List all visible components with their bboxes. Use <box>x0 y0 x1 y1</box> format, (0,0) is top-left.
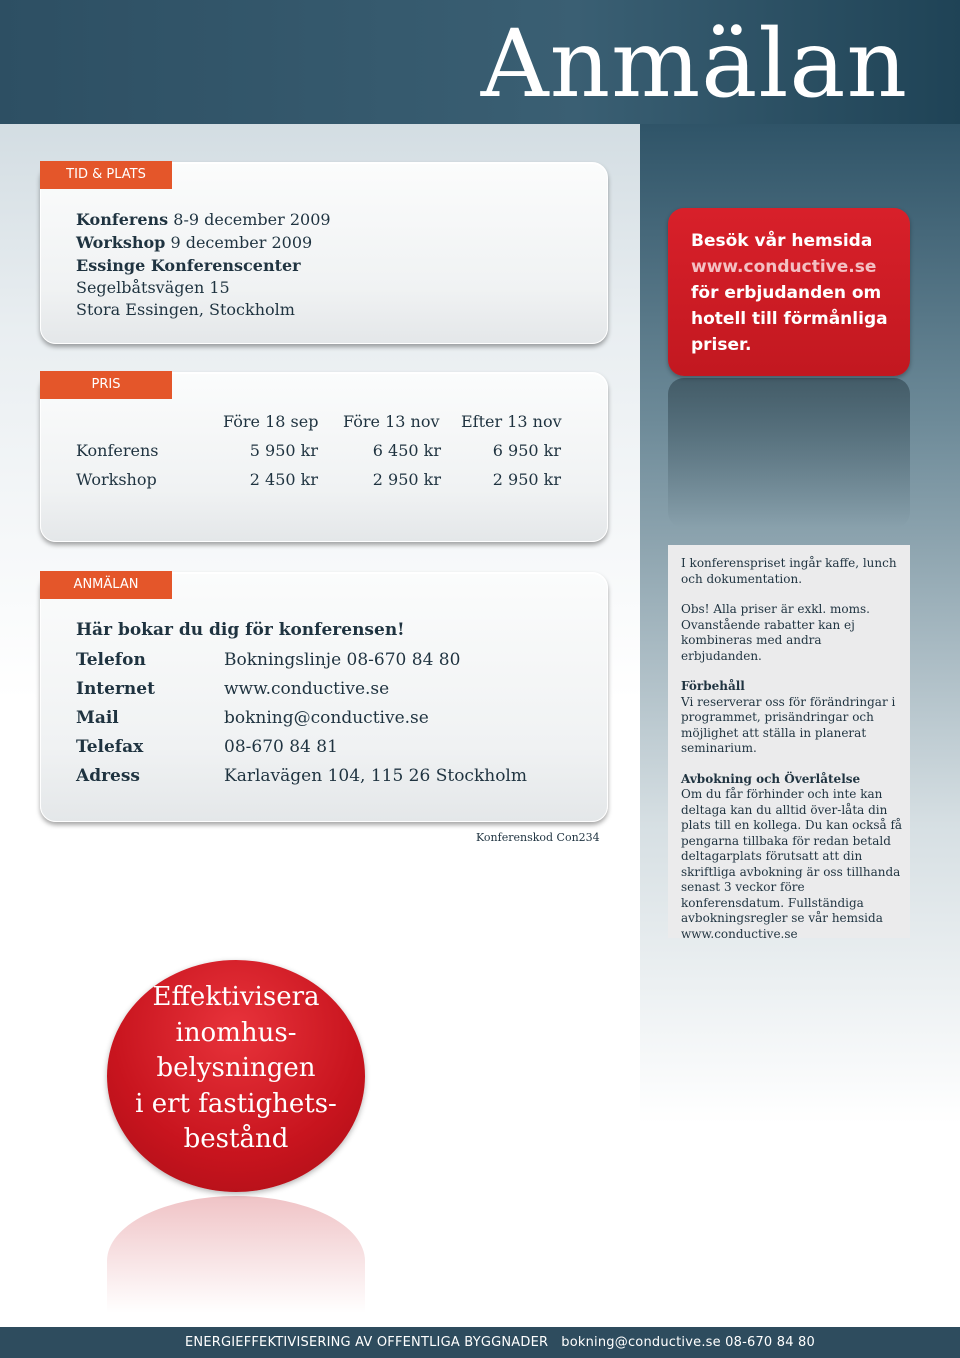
avbokning-heading: Avbokning och Överlåtelse <box>681 771 861 786</box>
contact-value-telefon: Bokningslinje 08-670 84 80 <box>224 650 461 670</box>
konferenskod: Konferenskod Con234 <box>476 831 600 844</box>
promo-line: hotell till förmånliga <box>691 309 888 329</box>
contact-value-internet[interactable]: www.conductive.se <box>224 679 390 699</box>
workshop-date: 9 december 2009 <box>170 233 313 252</box>
promo-text <box>691 228 901 358</box>
promo-line: Besök vår hemsida <box>691 231 873 251</box>
info-paragraph <box>681 602 903 664</box>
workshop-label: Workshop <box>76 233 166 252</box>
footer-text <box>185 1327 815 1358</box>
badge-line: bestånd <box>183 1124 289 1154</box>
footer-title: ENERGIEFFEKTIVISERING AV OFFENTLIGA BYGGNADER <box>185 1335 549 1350</box>
pris-col-header: Före 13 nov <box>343 412 440 431</box>
info-text <box>681 556 903 957</box>
contact-value-mail[interactable]: bokning@conductive.se <box>224 708 429 728</box>
konferens-date: 8-9 december 2009 <box>173 210 331 229</box>
venue-name: Essinge Konferenscenter <box>76 256 301 275</box>
pris-row-label: Konferens <box>76 441 159 460</box>
promo-reflection <box>668 378 910 528</box>
pris-cell: 2 950 kr <box>492 470 561 489</box>
footer-contact[interactable]: bokning@conductive.se 08-670 84 80 <box>561 1335 815 1350</box>
pris-cell: 6 950 kr <box>492 441 561 460</box>
badge-line: belysningen <box>156 1053 316 1083</box>
contact-label-internet: Internet <box>76 679 155 699</box>
info-paragraph <box>681 679 903 757</box>
badge-line: i ert fastighets- <box>135 1088 337 1119</box>
contact-label-telefon: Telefon <box>76 650 146 670</box>
promo-line: priser. <box>691 335 752 355</box>
badge-line: Effektivisera <box>152 982 320 1012</box>
badge-text <box>107 980 365 1158</box>
forbehall-text: Vi reserverar oss för förändringar i programmet, prisändringar och möjlighet att ställa in planerat seminarium. <box>681 694 896 755</box>
tid-plats-tab: TID & PLATS <box>40 161 172 189</box>
contact-value-adress: Karlavägen 104, 115 26 Stockholm <box>224 766 527 786</box>
contact-label-telefax: Telefax <box>76 737 144 757</box>
info-rabatt: Ovanstående rabatter kan ej kombineras med andra erbjudanden. <box>681 617 855 663</box>
forbehall-heading: Förbehåll <box>681 679 745 693</box>
pris-cell: 6 450 kr <box>372 441 441 460</box>
pris-cell: 2 950 kr <box>372 470 441 489</box>
venue-street: Segelbåtsvägen 15 <box>76 278 230 297</box>
pris-tab: PRIS <box>40 371 172 399</box>
page-title: Anmälan <box>480 10 908 119</box>
pris-row-label: Workshop <box>76 470 157 489</box>
info-paragraph: I konferenspriset ingår kaffe, lunch och dokumentation. <box>681 556 897 586</box>
tid-konferens-line <box>76 209 331 231</box>
contact-label-adress: Adress <box>76 766 140 786</box>
contact-label-mail: Mail <box>76 708 119 728</box>
pris-col-header: Före 18 sep <box>223 412 319 431</box>
avbokning-text: Om du får förhinder och inte kan deltaga kan du alltid över-låta din plats till en kollega. Du kan också få pengarna tillbaka för redan betald deltagarplats förutsatt att din skriftliga avbokning är oss tillhanda senast 3 veckor före konferensdatum. Fullständiga avbokningsregler se vår hemsida www.conductive.se <box>681 787 903 941</box>
badge-line: inomhus- <box>175 1017 297 1048</box>
pris-col-header: Efter 13 nov <box>461 412 562 431</box>
promo-url[interactable]: www.conductive.se <box>691 257 877 277</box>
info-paragraph <box>681 772 903 943</box>
contact-value-telefax: 08-670 84 81 <box>224 737 338 757</box>
info-obs: Obs! Alla priser är exkl. moms. <box>681 602 870 616</box>
pris-cell: 2 450 kr <box>249 470 318 489</box>
konferens-label: Konferens <box>76 210 169 229</box>
circle-reflection <box>107 1196 365 1326</box>
anmalan-tab: ANMÄLAN <box>40 571 172 599</box>
promo-line: för erbjudanden om <box>691 283 882 303</box>
venue-city: Stora Essingen, Stockholm <box>76 300 295 319</box>
anmalan-heading: Här bokar du dig för konferensen! <box>76 620 405 640</box>
pris-cell: 5 950 kr <box>249 441 318 460</box>
tid-workshop-line <box>76 232 312 254</box>
